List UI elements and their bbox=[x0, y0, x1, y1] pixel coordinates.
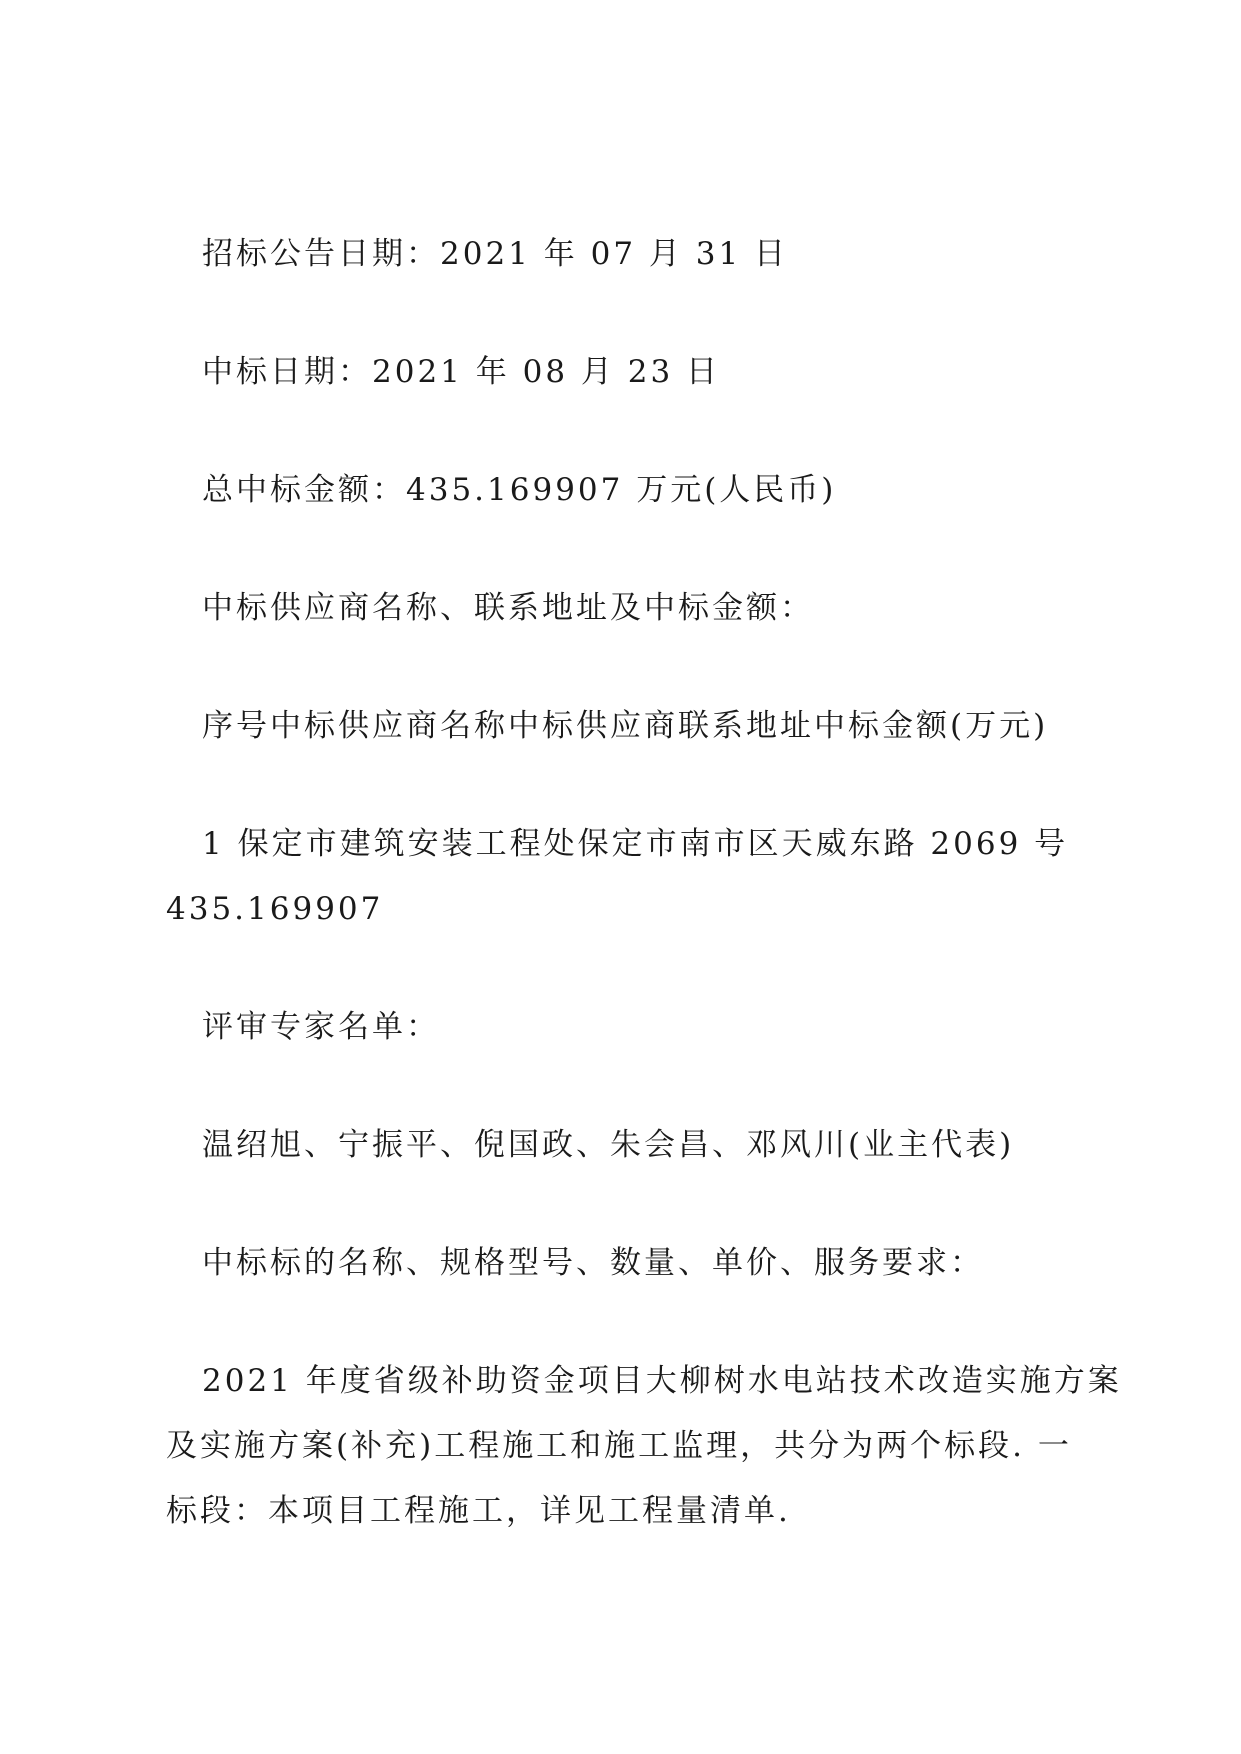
project-description-line-1: 2021 年度省级补助资金项目大柳树水电站技术改造实施方案 bbox=[202, 1363, 1122, 1399]
expert-list: 温绍旭、宁振平、倪国政、朱会昌、邓风川(业主代表) bbox=[202, 1127, 1015, 1163]
project-description-line-2: 及实施方案(补充)工程施工和施工监理，共分为两个标段. 一 bbox=[166, 1428, 1072, 1464]
supplier-table-header: 序号中标供应商名称中标供应商联系地址中标金额(万元) bbox=[202, 708, 1049, 744]
award-date: 中标日期：2021 年 08 月 23 日 bbox=[202, 354, 721, 390]
supplier-section-heading: 中标供应商名称、联系地址及中标金额： bbox=[202, 590, 814, 626]
project-description-line-3: 标段：本项目工程施工，详见工程量清单. bbox=[166, 1493, 791, 1529]
supplier-row-line-1: 1 保定市建筑安装工程处保定市南市区天威东路 2069 号 bbox=[202, 826, 1069, 862]
tender-announcement-date: 招标公告日期：2021 年 07 月 31 日 bbox=[202, 236, 789, 272]
total-award-amount: 总中标金额：435.169907 万元(人民币) bbox=[202, 472, 837, 508]
award-subject-heading: 中标标的名称、规格型号、数量、单价、服务要求： bbox=[202, 1245, 984, 1281]
supplier-row-line-2: 435.169907 bbox=[166, 891, 384, 927]
expert-list-heading: 评审专家名单： bbox=[202, 1009, 440, 1045]
